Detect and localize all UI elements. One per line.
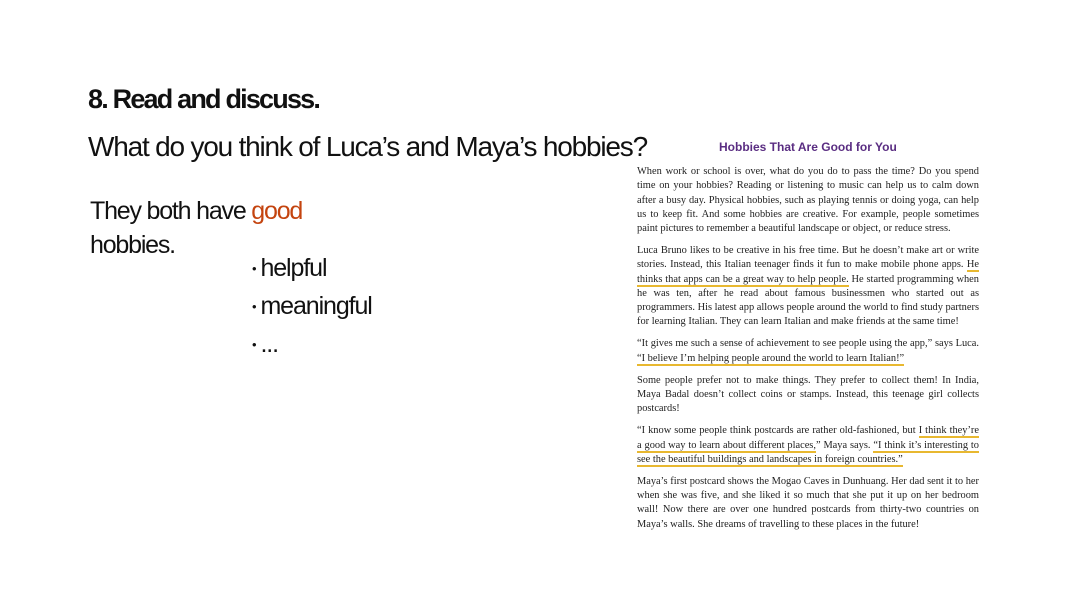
underlined-sentence: “I believe I’m helping people around the world to learn Italian!” xyxy=(637,352,905,364)
paragraph-text: “It gives me such a sense of achievement to see people using the app,” says Luca. xyxy=(637,338,979,350)
reading-paragraph-6: Maya’s first postcard shows the Mogao Caves in Dunhuang. Her dad sent it to her when she was five, and she liked it so much that she put it up on her bedroom wall! Now there are over one hundred postcards from thirty-two countries on Maya’s walls. She dreams of travelling to these places in the future! xyxy=(637,476,979,530)
reading-paragraph-1: When work or school is over, what do you do to pass the time? Do you spend time on your hobbies? Reading or listening to music can help us to calm down after a busy day. Physical hobbies, such as playing tennis or doing yoga, can help us to keep fit. And some hobbies are creative. For example, people sometimes paint pictures to remember a beautiful landscape or object, or reduce stress. xyxy=(637,166,979,235)
reading-title: Hobbies That Are Good for You xyxy=(719,140,897,154)
reading-paragraph-3 xyxy=(637,337,979,365)
paragraph-text: ” Maya says. xyxy=(815,439,874,451)
list-item xyxy=(252,288,372,326)
answer-prefix: They both have xyxy=(90,197,252,225)
reading-passage xyxy=(637,140,979,540)
list-item-label: ... xyxy=(260,330,278,358)
bullet-icon: • xyxy=(252,299,256,315)
underlined-sentence: I think they’re a good way to learn about different places, xyxy=(637,425,980,451)
discussion-question: What do you think of Luca’s and Maya’s hobbies? xyxy=(88,131,647,162)
list-item-label: helpful xyxy=(260,254,327,282)
adjective-list xyxy=(252,250,372,364)
reading-paragraph-4: Some people prefer not to make things. They prefer to collect them! In India, Maya Badal doesn’t collect coins or stamps. Instead, this teenage girl collects postcards! xyxy=(637,374,979,415)
paragraph-text: “I know some people think postcards are rather old-fashioned, but xyxy=(637,425,919,437)
underlined-sentence: He thinks that apps can be a great way to help people. xyxy=(637,259,979,285)
paragraph-text: Luca Bruno likes to be creative in his free time. But he doesn’t make art or write stories. Instead, this Italian teenager finds it fun to make mobile phone apps. xyxy=(637,245,979,271)
reading-paragraph-2 xyxy=(637,244,979,329)
bullet-icon: • xyxy=(252,337,256,353)
list-item-label: meaningful xyxy=(260,292,372,320)
bullet-icon: • xyxy=(252,261,256,277)
reading-paragraph-5 xyxy=(637,424,979,467)
slide-heading: 8. Read and discuss. xyxy=(88,84,320,114)
answer-suffix: hobbies. xyxy=(90,231,175,259)
answer-highlight-word: good xyxy=(251,197,303,225)
list-item xyxy=(252,326,372,364)
list-item xyxy=(252,250,372,288)
paragraph-text: He started programming when he was ten, after he read about famous businessmen who started out as programmers. His latest app allows people around the world to find study partners for learning Italian. They can learn Italian and make friends at the same time! xyxy=(637,273,979,328)
underlined-sentence: “I think it’s interesting to see the beautiful buildings and landscapes in foreign countries.” xyxy=(637,439,979,465)
